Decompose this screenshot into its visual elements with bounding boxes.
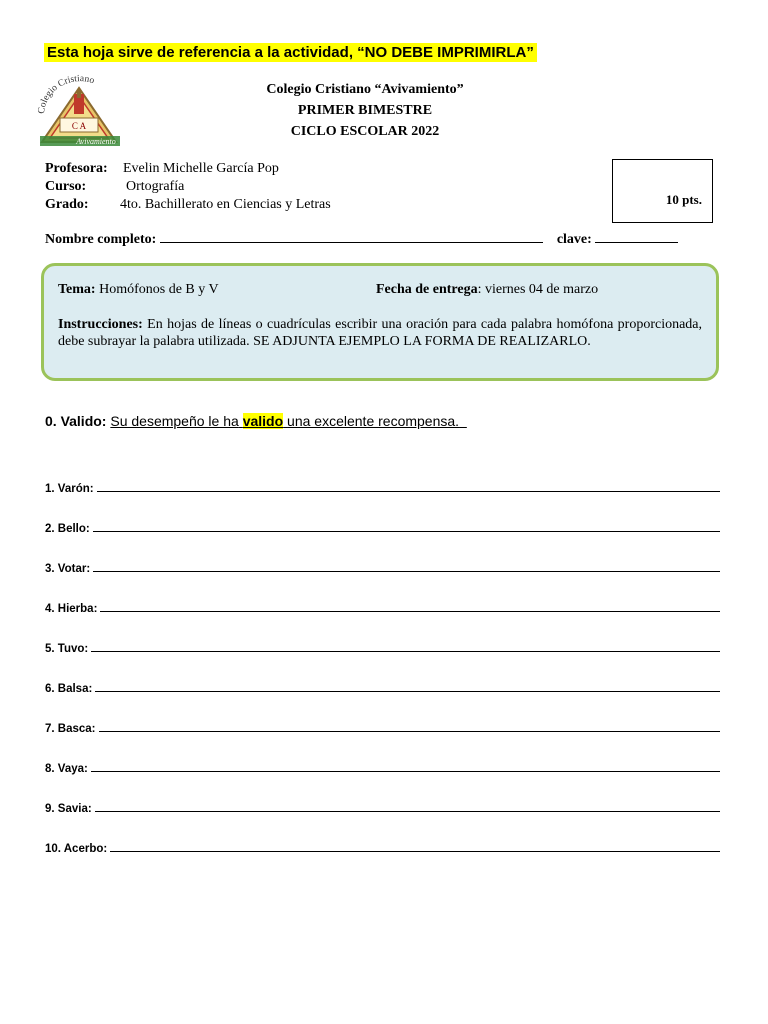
answer-line[interactable] [91, 640, 720, 652]
item-label: 2. Bello: [45, 523, 90, 535]
item-label: 5. Tuvo: [45, 643, 89, 655]
answer-line[interactable] [100, 600, 720, 612]
answer-line[interactable] [91, 760, 720, 772]
curso-label: Curso: [45, 179, 87, 194]
item-label: 8. Vaya: [45, 763, 88, 775]
logo-letters: C A [71, 121, 87, 131]
item-label: 6. Balsa: [45, 683, 93, 695]
school-logo [36, 74, 122, 148]
school-year: CICLO ESCOLAR 2022 [290, 124, 440, 139]
item-label: 1. Varón: [45, 483, 94, 495]
profesora-label: Profesora: [45, 161, 108, 176]
item-label: 7. Basca: [45, 723, 96, 735]
item-label: 10. Acerbo: [45, 843, 108, 855]
nombre-line[interactable] [160, 230, 543, 243]
fecha-label: Fecha de entrega [376, 282, 478, 297]
name-field-row [45, 230, 678, 248]
term-title: PRIMER BIMESTRE [297, 103, 433, 118]
list-item [45, 535, 720, 575]
points-value: 10 pts. [665, 192, 702, 207]
instructions-text [58, 316, 702, 350]
example-after: una excelente recompensa. [287, 413, 460, 429]
tema-row [58, 282, 219, 298]
reference-notice: Esta hoja sirve de referencia a la actividad, “NO DEBE IMPRIMIRLA” [44, 43, 537, 62]
example-label: 0. Valido: [45, 413, 107, 429]
points-box [612, 159, 713, 223]
example-before: Su desempeño le ha [110, 413, 239, 429]
instr-label: Instrucciones: [58, 317, 143, 332]
answer-line[interactable] [97, 480, 720, 492]
list-item [45, 775, 720, 815]
fecha-row [376, 282, 598, 298]
word-list [45, 482, 720, 855]
list-item [45, 495, 720, 535]
item-label: 4. Hierba: [45, 603, 98, 615]
document-header [200, 79, 530, 142]
list-item [45, 615, 720, 655]
item-label: 9. Savia: [45, 803, 92, 815]
instr-value: En hojas de líneas o cuadrículas escribir una oración para cada palabra homófona proporcionada, debe subrayar la palabra utilizada. SE ADJUNTA EJEMPLO LA FORMA DE REALIZARLO. [58, 317, 703, 349]
example-sentence [45, 413, 467, 429]
answer-line[interactable] [93, 520, 720, 532]
curso-value: Ortografía [126, 179, 185, 194]
list-item [45, 735, 720, 775]
list-item [45, 815, 720, 855]
tema-label: Tema: [58, 282, 96, 297]
clave-line[interactable] [595, 230, 678, 243]
tema-value: Homófonos de B y V [99, 282, 219, 297]
instructions-box [41, 263, 719, 381]
course-info [45, 160, 331, 214]
nombre-label: Nombre completo: [45, 232, 157, 247]
answer-line[interactable] [110, 840, 720, 852]
logo-bottom-text: Avivamiento [76, 137, 116, 146]
logo-top-text: Colegio Cristiano [36, 74, 96, 115]
example-word: valido [242, 413, 284, 429]
profesora-value: Evelin Michelle García Pop [123, 161, 279, 176]
list-item [45, 575, 720, 615]
school-name: Colegio Cristiano “Avivamiento” [266, 82, 464, 97]
example-text [110, 413, 466, 429]
answer-line[interactable] [95, 800, 720, 812]
item-label: 3. Votar: [45, 563, 91, 575]
grado-label: Grado: [45, 197, 89, 212]
fecha-value: : viernes 04 de marzo [477, 282, 599, 297]
answer-line[interactable] [95, 680, 720, 692]
grado-value: 4to. Bachillerato en Ciencias y Letras [120, 197, 331, 212]
list-item [45, 482, 720, 495]
answer-line[interactable] [99, 720, 720, 732]
clave-label: clave: [556, 232, 592, 247]
list-item [45, 655, 720, 695]
list-item [45, 695, 720, 735]
answer-line[interactable] [93, 560, 720, 572]
